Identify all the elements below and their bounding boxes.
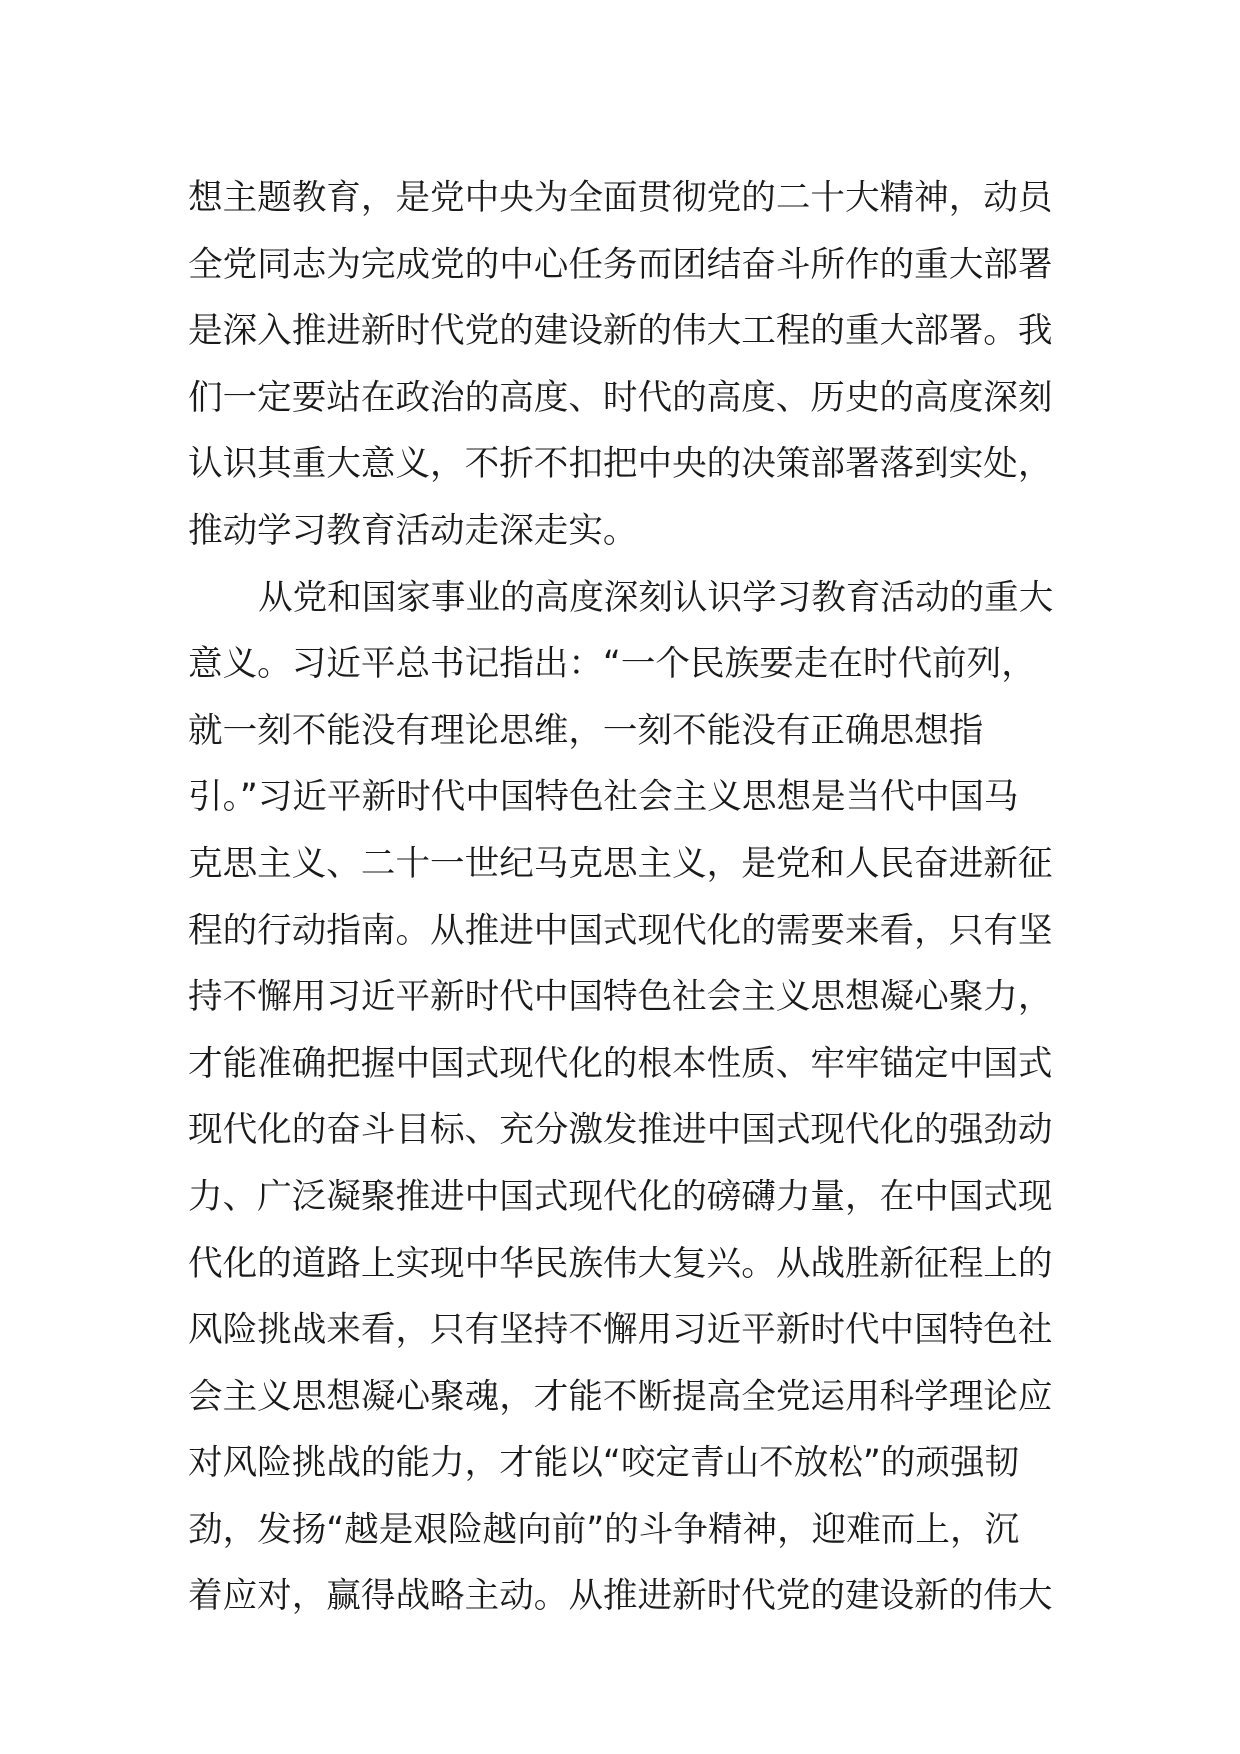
text-line: 会主义思想凝心聚魂，才能不断提高全党运用科学理论应: [188, 1376, 1053, 1417]
paragraph-2: [188, 565, 1058, 1631]
document-body: [188, 165, 1058, 1630]
text-line: 引。”习近平新时代中国特色社会主义思想是当代中国马: [188, 777, 1019, 818]
text-line: 全党同志为完成党的中心任务而团结奋斗所作的重大部署: [188, 244, 1053, 285]
text-line: 想主题教育，是党中央为全面贯彻党的二十大精神，动员: [188, 178, 1053, 218]
text-line: 才能准确把握中国式现代化的根本性质、牢牢锚定中国式: [188, 1043, 1053, 1084]
text-line: 认识其重大意义，不折不扣把中央的决策部署落到实处，: [188, 444, 1053, 485]
text-line: 对风险挑战的能力，才能以“咬定青山不放松”的顽强韧: [188, 1443, 1020, 1484]
text-line: 克思主义、二十一世纪马克思主义，是党和人民奋进新征: [188, 843, 1053, 884]
text-line: 是深入推进新时代党的建设新的伟大工程的重大部署。我: [188, 311, 1053, 352]
text-line: 劲，发扬“越是艰险越向前”的斗争精神，迎难而上，沉: [188, 1509, 1020, 1550]
text-line: 力、广泛凝聚推进中国式现代化的磅礴力量，在中国式现: [188, 1176, 1053, 1217]
text-line: 代化的道路上实现中华民族伟大复兴。从战胜新征程上的: [188, 1243, 1053, 1284]
paragraph-1: [188, 165, 1058, 565]
text-line: 着应对，赢得战略主动。从推进新时代党的建设新的伟大: [188, 1576, 1053, 1617]
text-line: 意义。习近平总书记指出：“一个民族要走在时代前列，: [188, 644, 1036, 685]
text-line: 们一定要站在政治的高度、时代的高度、历史的高度深刻: [188, 377, 1053, 418]
text-line: 程的行动指南。从推进中国式现代化的需要来看，只有坚: [188, 910, 1053, 951]
text-line: 持不懈用习近平新时代中国特色社会主义思想凝心聚力，: [188, 977, 1053, 1018]
text-line: 推动学习教育活动走深走实。: [188, 510, 638, 551]
text-line-indented: 从党和国家事业的高度深刻认识学习教育活动的重大: [258, 577, 1054, 618]
text-line: 风险挑战来看，只有坚持不懈用习近平新时代中国特色社: [188, 1310, 1053, 1351]
text-line: 就一刻不能没有理论思维，一刻不能没有正确思想指: [188, 710, 984, 751]
text-line: 现代化的奋斗目标、充分激发推进中国式现代化的强劲动: [188, 1110, 1053, 1151]
